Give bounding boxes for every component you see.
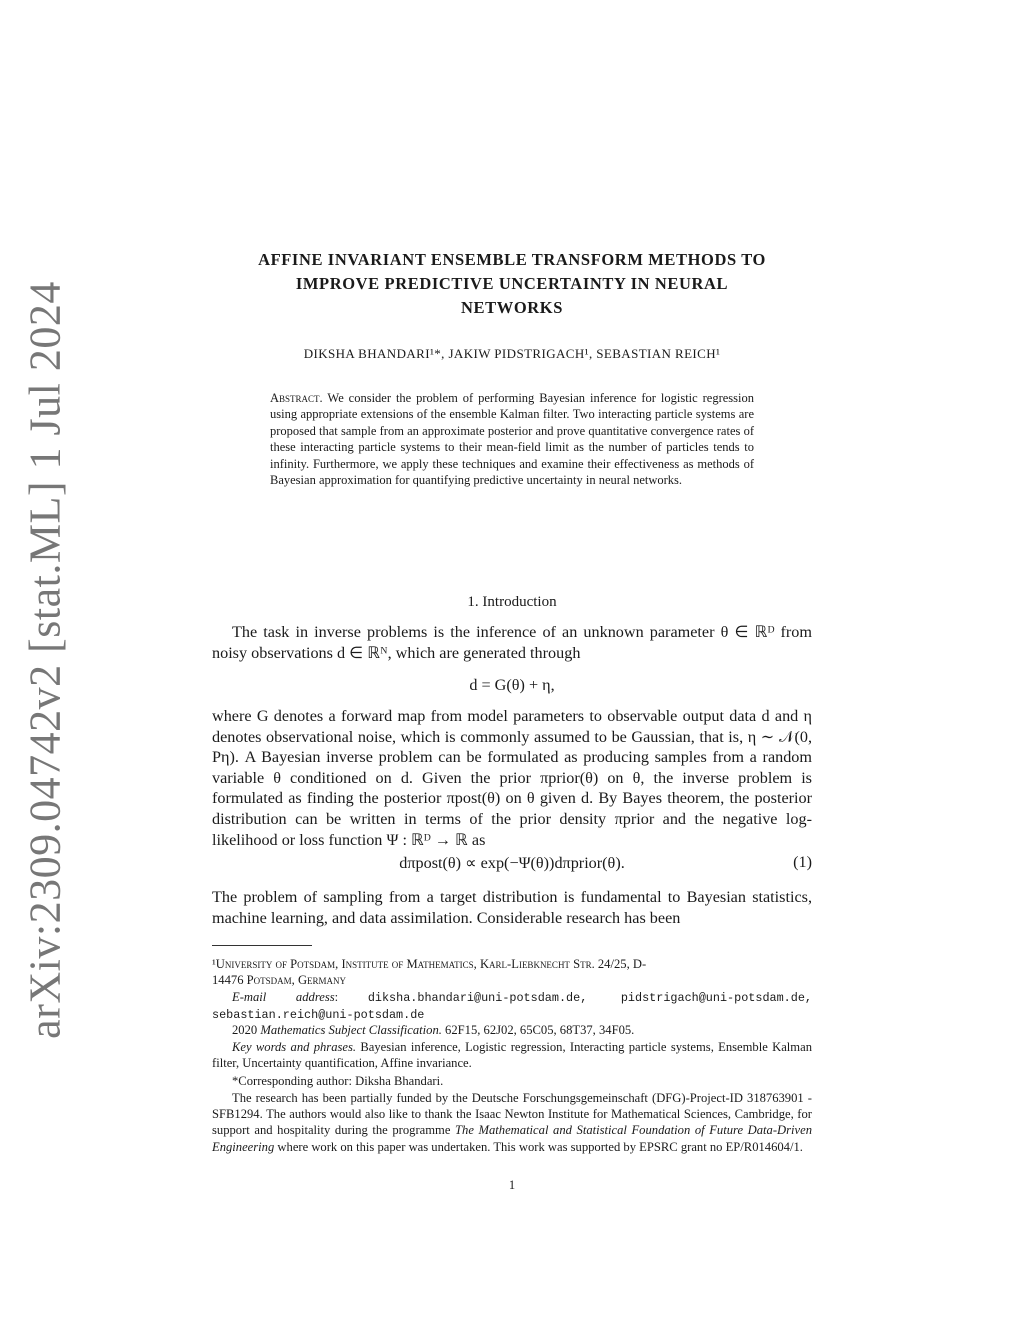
arxiv-sidebar-stamp bbox=[10, 281, 80, 1039]
equation-bayes-body: dπpost(θ) ∝ exp(−Ψ(θ))dπprior(θ). bbox=[399, 854, 625, 872]
footnote-affiliation bbox=[212, 956, 812, 988]
keywords-text: Bayesian inference, Logistic regression, Interacting particle systems, Ensemble Kalman filter, Uncertainty quantification, Affine invariance. bbox=[212, 1040, 812, 1071]
title-line-3: NETWORKS bbox=[461, 298, 563, 317]
footnote-corresponding bbox=[212, 1073, 812, 1089]
footnote-msc bbox=[212, 1022, 812, 1038]
title-line-2: IMPROVE PREDICTIVE UNCERTAINTY IN NEURAL bbox=[295, 274, 729, 293]
paper-title bbox=[200, 248, 824, 320]
equation-observation: d = G(θ) + η, bbox=[469, 676, 555, 694]
msc-year: 2020 bbox=[232, 1023, 258, 1037]
paragraph-1-text: The task in inverse problems is the inference of an unknown parameter θ ∈ ℝᴰ from noisy observations d ∈ ℝᴺ, which are generated through bbox=[212, 623, 812, 662]
abstract-label: Abstract. bbox=[270, 391, 323, 405]
intro-paragraph-1 bbox=[212, 622, 812, 663]
msc-codes: 62F15, 62J02, 65C05, 68T37, 34F05. bbox=[445, 1023, 635, 1037]
equation-number: (1) bbox=[793, 853, 812, 871]
footnote-funding bbox=[212, 1090, 812, 1155]
affiliation-line-2: 14476 Potsdam, Germany bbox=[212, 973, 347, 988]
abstract-text: We consider the problem of performing Bayesian inference for logistic regression using appropriate extensions of the ensemble Kalman filter. Two interacting particle systems are proposed that sample from an approximate posterior and prove quantitative convergence rates of these interacting particle systems to their mean-field limit as the number of particles tends to infinity. Furthermore, we apply these techniques and examine their effectiveness as methods of Bayesian approximation for quantifying predictive uncertainty in neural networks. bbox=[270, 391, 755, 488]
page-number: 1 bbox=[508, 1178, 516, 1192]
funding-text: The research has been partially funded by the Deutsche Forschungsgemeinschaft (DFG)-Project-ID 318763901 - SFB1294. The authors would also like to thank the Isaac Newton Institute for Mathematical Sciences, Cambridge, for support and hospitality during the programme bbox=[212, 1091, 812, 1138]
intro-paragraph-2: where G denotes a forward map from model parameters to observable output data d and η denotes observational noise, which is commonly assumed to be Gaussian, that is, η ∼ 𝒩(0, Pη). A Bayesian inverse problem can be formulated as producing samples from a random variable θ conditioned on d. Given the prior πprior(θ) on θ, the inverse problem is formulated as finding the posterior πpost(θ) on θ given d. By Bayes theorem, the posterior distribution can be written in terms of the prior density πprior and the negative log-likelihood or loss function Ψ : ℝᴰ → ℝ as bbox=[212, 707, 812, 849]
author-list: DIKSHA BHANDARI¹*, JAKIW PIDSTRIGACH¹, SEBASTIAN REICH¹ bbox=[303, 346, 721, 361]
footnote-emails: E-mail address: diksha.bhandari@uni-potsdam.de, pidstrigach@uni-potsdam.de, sebastian.reich@uni-potsdam.de bbox=[212, 990, 812, 1023]
msc-label: Mathematics Subject Classification. bbox=[260, 1023, 442, 1037]
footnote-rule bbox=[212, 945, 312, 946]
email-addresses[interactable]: diksha.bhandari@uni-potsdam.de, pidstrigach@uni-potsdam.de, sebastian.reich@uni-potsdam.de bbox=[212, 991, 812, 1023]
arxiv-identifier: arXiv:2309.04742v2 [stat.ML] 1 Jul 2024 bbox=[20, 281, 70, 1039]
funding-tail: where work on this paper was undertaken. This work was supported by EPSRC grant no EP/R014604/1. bbox=[277, 1139, 803, 1154]
equation-bayes bbox=[212, 853, 812, 873]
title-line-1: AFFINE INVARIANT ENSEMBLE TRANSFORM METHODS TO bbox=[258, 250, 766, 269]
keywords-label: Key words and phrases. bbox=[232, 1040, 357, 1054]
affiliation-line-1: ¹University of Potsdam, Institute of Mathematics, Karl-Liebknecht Str. 24/25, D- bbox=[212, 957, 647, 971]
intro-paragraph-3: The problem of sampling from a target distribution is fundamental to Bayesian statistics, machine learning, and data assimilation. Considerable research has been bbox=[212, 888, 812, 927]
programme-name: The Mathematical and Statistical Foundation of Future Data-Driven Engineering bbox=[212, 1123, 812, 1154]
abstract bbox=[270, 390, 754, 488]
section-heading: 1. Introduction bbox=[467, 594, 557, 610]
corresponding-author: *Corresponding author: Diksha Bhandari. bbox=[232, 1074, 444, 1088]
email-label: E-mail address bbox=[232, 990, 335, 1004]
footnote-keywords bbox=[212, 1039, 812, 1071]
